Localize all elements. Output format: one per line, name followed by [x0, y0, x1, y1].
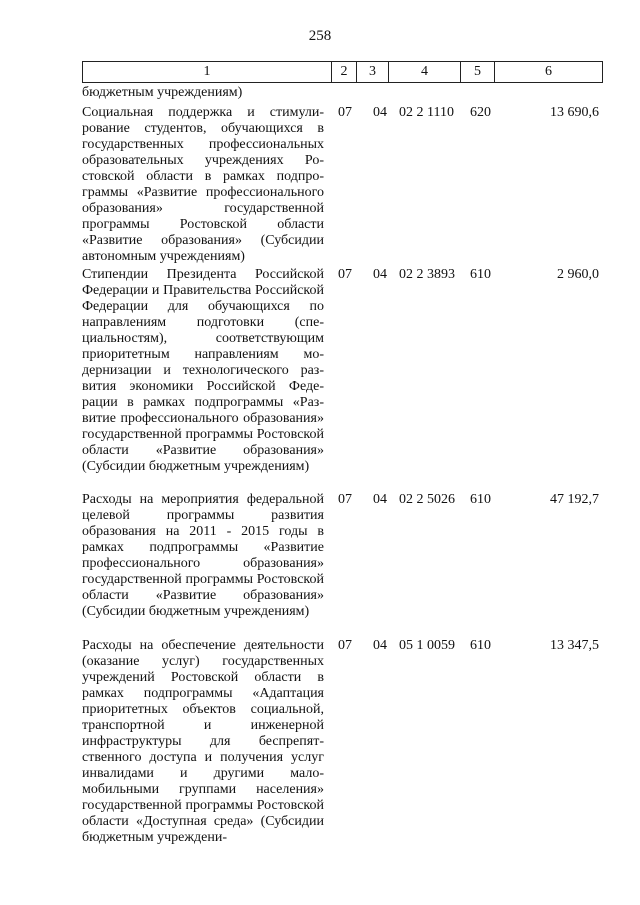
header-col-4: 4 — [389, 62, 461, 83]
row-section: 07 — [338, 267, 352, 282]
row-section: 07 — [338, 492, 352, 507]
row-subsection: 04 — [373, 267, 387, 282]
row-expense-type: 610 — [470, 267, 491, 282]
row-subsection: 04 — [373, 105, 387, 120]
row-target-article: 05 1 0059 — [399, 638, 455, 653]
row-amount: 13 347,5 — [550, 638, 599, 653]
row-description: Стипендии Президента Российской Федерации и Правительства Российской Федерации для обучающихся по направлениям подготовки (специальностям), соответствующим приоритетным направлениям модернизации и технологического развития экономики Российской Федерации в рамках подпрограммы «Развитие профессионального образования» государственной программы Ростовской области «Развитие образования» (Субсидии бюджетным учреждениям) — [82, 267, 324, 474]
row-description: Расходы на обеспечение деятельности (оказание услуг) государственных учреждений Ростовской области в рамках подпрограммы «Адаптация приоритетных объектов социальной, транспортной и инженерной инфраструктуры для беспрепятственного доступа и получения услуг инвалидами и другими маломобильными группами населения» государственной программы Ростовской области «Доступная среда» (Субсидии бюджетным учреждени- — [82, 638, 324, 845]
header-col-1: 1 — [83, 62, 332, 83]
row-target-article: 02 2 3893 — [399, 267, 455, 282]
row-target-article: 02 2 5026 — [399, 492, 455, 507]
row-section: 07 — [338, 638, 352, 653]
row-section: 07 — [338, 105, 352, 120]
row-subsection: 04 — [373, 492, 387, 507]
row-expense-type: 610 — [470, 492, 491, 507]
row-amount: 2 960,0 — [557, 267, 599, 282]
header-col-6: 6 — [495, 62, 603, 83]
row-description: Расходы на мероприятия федеральной целевой программы развития образования на 2011 - 2015 годы в рамках подпрограммы «Развитие профессионального образования» государственной программы Ростовской области «Развитие образования» (Субсидии бюджетным учреждениям) — [82, 492, 324, 619]
header-col-5: 5 — [461, 62, 495, 83]
continuation-text: бюджетным учреждениям) — [82, 85, 243, 100]
header-col-2: 2 — [332, 62, 357, 83]
page-number: 258 — [308, 28, 332, 44]
row-amount: 47 192,7 — [550, 492, 599, 507]
row-expense-type: 620 — [470, 105, 491, 120]
row-expense-type: 610 — [470, 638, 491, 653]
row-subsection: 04 — [373, 638, 387, 653]
header-row — [83, 62, 603, 83]
row-target-article: 02 2 1110 — [399, 105, 454, 120]
header-col-3: 3 — [357, 62, 389, 83]
table-header — [82, 61, 603, 83]
row-description: Социальная поддержка и стимулирование студентов, обучающихся в государственных профессиональных образовательных учреждениях Ростовской области в рамках подпрограммы «Развитие профессионального образования» государственной программы Ростовской области «Развитие образования» (Субсидии автономным учреждениям) — [82, 105, 324, 264]
row-amount: 13 690,6 — [550, 105, 599, 120]
